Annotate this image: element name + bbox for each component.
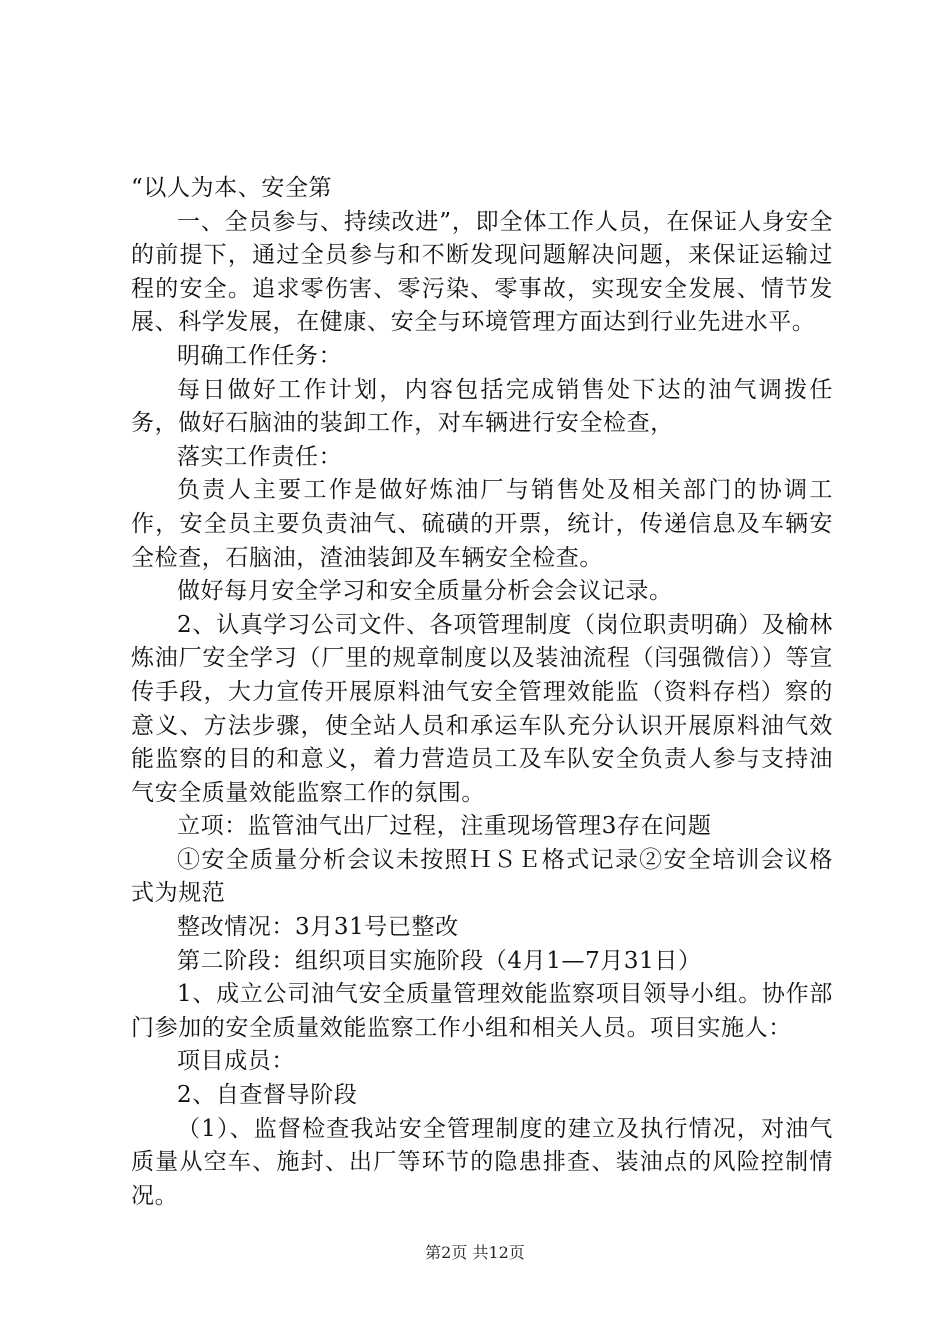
paragraph-11: 整改情况：3月31号已整改 <box>177 914 459 941</box>
paragraph-2: 一、全员参与、持续改进”，即全体工作人员，在保证人身安全的前提下，通过全员参与和不断发现问题解决问题，来保证运输过程的安全。追求零伤害、零污染、零事故，实现安全发展、情节发展、科学发展，在健康、安全与环境管理方面达到行业先进水平。 <box>131 208 833 336</box>
paragraph-9: 立项：监管油气出厂过程，注重现场管理3存在问题 <box>177 813 712 840</box>
paragraph-6: 负责人主要工作是做好炼油厂与销售处及相关部门的协调工作，安全员主要负责油气、硫磺的开票，统计，传递信息及车辆安全检查，石脑油，渣油装卸及车辆安全检查。 <box>131 477 833 571</box>
paragraph-7: 做好每月安全学习和安全质量分析会会议记录。 <box>177 578 673 605</box>
paragraph-4: 每日做好工作计划，内容包括完成销售处下达的油气调拨任务，做好石脑油的装卸工作，对车辆进行安全检查， <box>131 376 833 437</box>
paragraph-12: 第二阶段：组织项目实施阶段（4月1—7月31日） <box>177 947 702 974</box>
paragraph-16: （1）、监督检查我站安全管理制度的建立及执行情况，对油气质量从空车、施封、出厂等环节的隐患排查、装油点的风险控制情况。 <box>131 1115 833 1209</box>
document-body <box>131 172 833 1213</box>
paragraph-13: 1、成立公司油气安全质量管理效能监察项目领导小组。协作部门参加的安全质量效能监察工作小组和相关人员。项目实施人： <box>131 981 833 1041</box>
paragraph-5: 落实工作责任： <box>177 443 343 470</box>
paragraph-15: 2、自查督导阶段 <box>177 1082 358 1109</box>
paragraph-14: 项目成员： <box>177 1048 295 1075</box>
paragraph-10: ①安全质量分析会议未按照ＨＳＥ格式记录②安全培训会议格式为规范 <box>131 846 833 907</box>
paragraph-8: 2、认真学习公司文件、各项管理制度（岗位职责明确）及榆林炼油厂安全学习（厂里的规章制度以及装油流程（闫强微信））等宣传手段，大力宣传开展原料油气安全管理效能监（资料存档）察的意义、方法步骤，使全站人员和承运车队充分认识开展原料油气效能监察的目的和意义，着力营造员工及车队安全负责人参与支持油气安全质量效能监察工作的氛围。 <box>131 611 833 806</box>
page-number-footer: 第2页 共12页 <box>425 1243 525 1262</box>
paragraph-1: “以人为本、安全第 <box>131 175 333 201</box>
paragraph-3: 明确工作任务： <box>177 342 343 369</box>
